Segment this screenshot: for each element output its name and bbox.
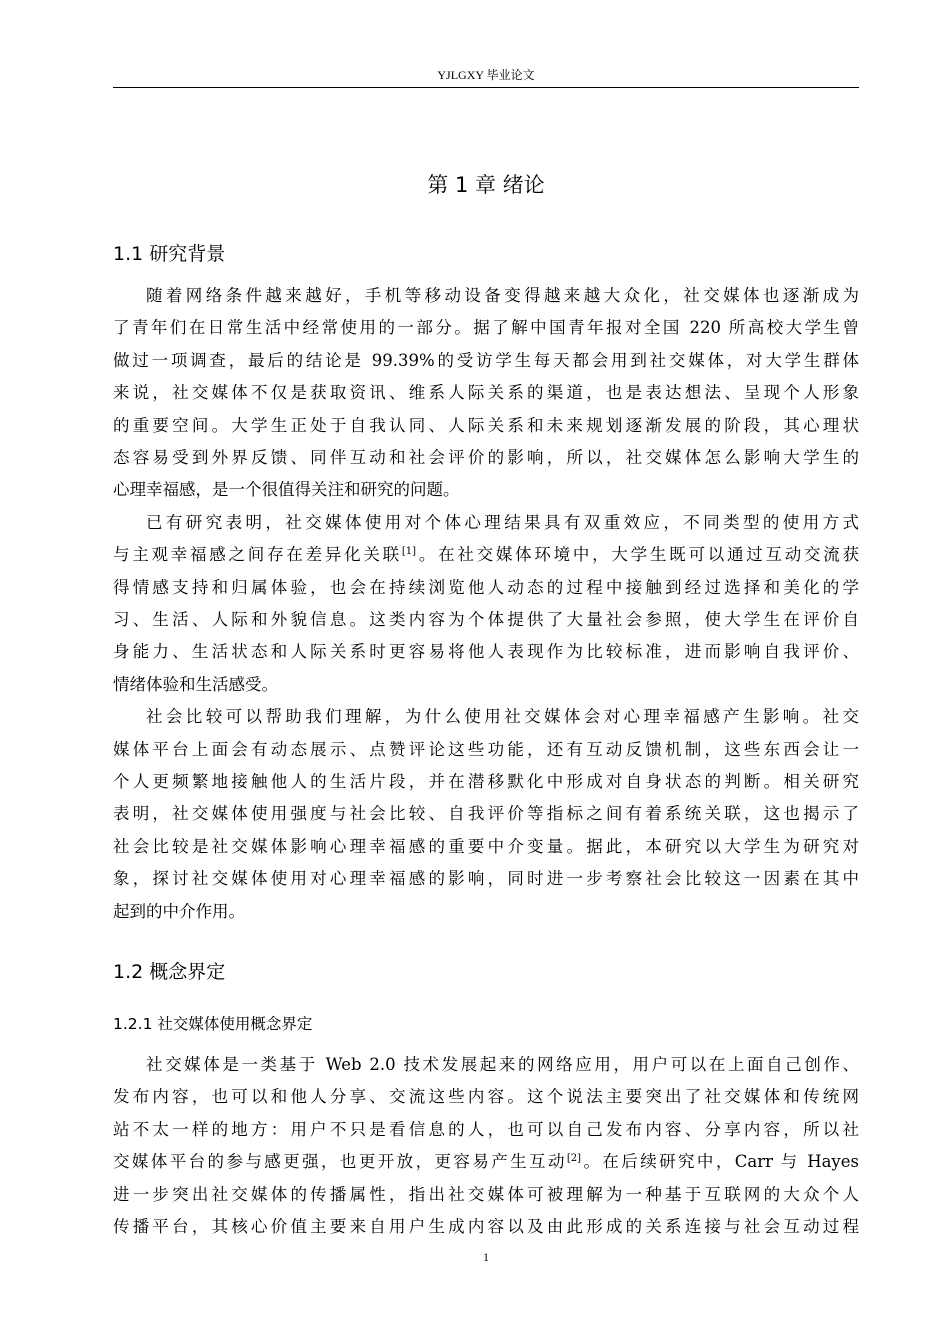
- paragraph-line: 的重要空间。大学生正处于自我认同、人际关系和未来规划逐渐发展的阶段，其心理状: [113, 415, 859, 435]
- subsection-heading-1-2-1: 1.2.1 社交媒体使用概念界定: [113, 1015, 313, 1033]
- paragraph-line: 社会比较可以帮助我们理解，为什么使用社交媒体会对心理幸福感产生影响。社交: [146, 707, 859, 727]
- text-run: 与主观幸福感之间存在差异化关联: [113, 545, 402, 565]
- text-run: 。在社交媒体环境中，大学生既可以通过互动交流获: [416, 545, 859, 565]
- paragraph-line: 做过一项调查，最后的结论是 99.39%的受访学生每天都会用到社交媒体，对大学生群体: [113, 350, 859, 370]
- paragraph-line: 已有研究表明，社交媒体使用对个体心理结果具有双重效应，不同类型的使用方式: [146, 512, 859, 532]
- paragraph-line-with-citation: [113, 539, 859, 571]
- text-run: 交媒体平台的参与感更强，也更开放，更容易产生互动: [113, 1152, 567, 1172]
- citation-ref: [1]: [401, 546, 417, 558]
- paragraph-line: 态容易受到外界反馈、同伴互动和社会评价的影响，所以，社交媒体怎么影响大学生的: [113, 447, 859, 467]
- paragraph-line: 社交媒体是一类基于 Web 2.0 技术发展起来的网络应用，用户可以在上面自己创作、: [146, 1055, 859, 1074]
- paragraph-line: 心理幸福感，是一个很值得关注和研究的问题。: [113, 480, 460, 500]
- citation-ref: [2]: [566, 1153, 582, 1165]
- chapter-title: 第 1 章 绪论: [427, 173, 545, 197]
- paragraph-line: 表明，社交媒体使用强度与社会比较、自我评价等指标之间有着系统关联，这也揭示了: [113, 804, 859, 824]
- paragraph-line: 得情感支持和归属体验，也会在持续浏览他人动态的过程中接触到经过选择和美化的学: [113, 577, 859, 597]
- paragraph-line: 了青年们在日常生活中经常使用的一部分。据了解中国青年报对全国 220 所高校大学生曾: [113, 318, 859, 338]
- paragraph-line: 象，探讨社交媒体使用对心理幸福感的影响，同时进一步考察社会比较这一因素在其中: [113, 869, 859, 889]
- paragraph-background-1: [113, 280, 859, 507]
- text-run: 。在后续研究中，Carr 与 Hayes: [581, 1152, 859, 1172]
- paragraph-line: 媒体平台上面会有动态展示、点赞评论这些功能，还有互动反馈机制，这些东西会让一: [113, 739, 859, 759]
- paragraph-line: 来说，社交媒体不仅是获取资讯、维系人际关系的渠道，也是表达想法、呈现个人形象: [113, 383, 859, 403]
- paragraph-line: 习、生活、人际和外貌信息。这类内容为个体提供了大量社会参照，使大学生在评价自: [113, 609, 859, 629]
- paragraph-line-with-citation: [113, 1146, 859, 1178]
- section-heading-1-2: 1.2 概念界定: [113, 961, 226, 983]
- paragraph-background-3: [113, 701, 859, 928]
- paragraph-line: 传播平台，其核心价值主要来自用户生成内容以及由此形成的关系连接与社会互动过程: [113, 1216, 859, 1236]
- page-header: YJLGXY 毕业论文: [437, 68, 535, 82]
- paragraph-line: 起到的中介作用。: [113, 901, 245, 921]
- paragraph-line: 进一步突出社交媒体的传播属性，指出社交媒体可被理解为一种基于互联网的大众个人: [113, 1184, 859, 1204]
- page-number: 1: [483, 1250, 489, 1264]
- paragraph-line: 身能力、生活状态和人际关系时更容易将他人表现作为比较标准，进而影响自我评价、: [113, 642, 859, 662]
- paragraph-line: 情绪体验和生活感受。: [113, 674, 278, 694]
- paragraph-line: 随着网络条件越来越好，手机等移动设备变得越来越大众化，社交媒体也逐渐成为: [146, 286, 859, 305]
- paragraph-concept-1: [113, 1049, 859, 1243]
- header-rule: [113, 87, 859, 88]
- paragraph-line: 站不太一样的地方：用户不只是看信息的人，也可以自己发布内容、分享内容，所以社: [113, 1119, 859, 1139]
- section-heading-1-1: 1.1 研究背景: [113, 243, 226, 265]
- paragraph-line: 社会比较是社交媒体影响心理幸福感的重要中介变量。据此，本研究以大学生为研究对: [113, 836, 859, 856]
- paragraph-line: 发布内容，也可以和他人分享、交流这些内容。这个说法主要突出了社交媒体和传统网: [113, 1087, 859, 1107]
- paragraph-line: 个人更频繁地接触他人的生活片段，并在潜移默化中形成对自身状态的判断。相关研究: [113, 771, 859, 791]
- paragraph-background-2: [113, 507, 859, 701]
